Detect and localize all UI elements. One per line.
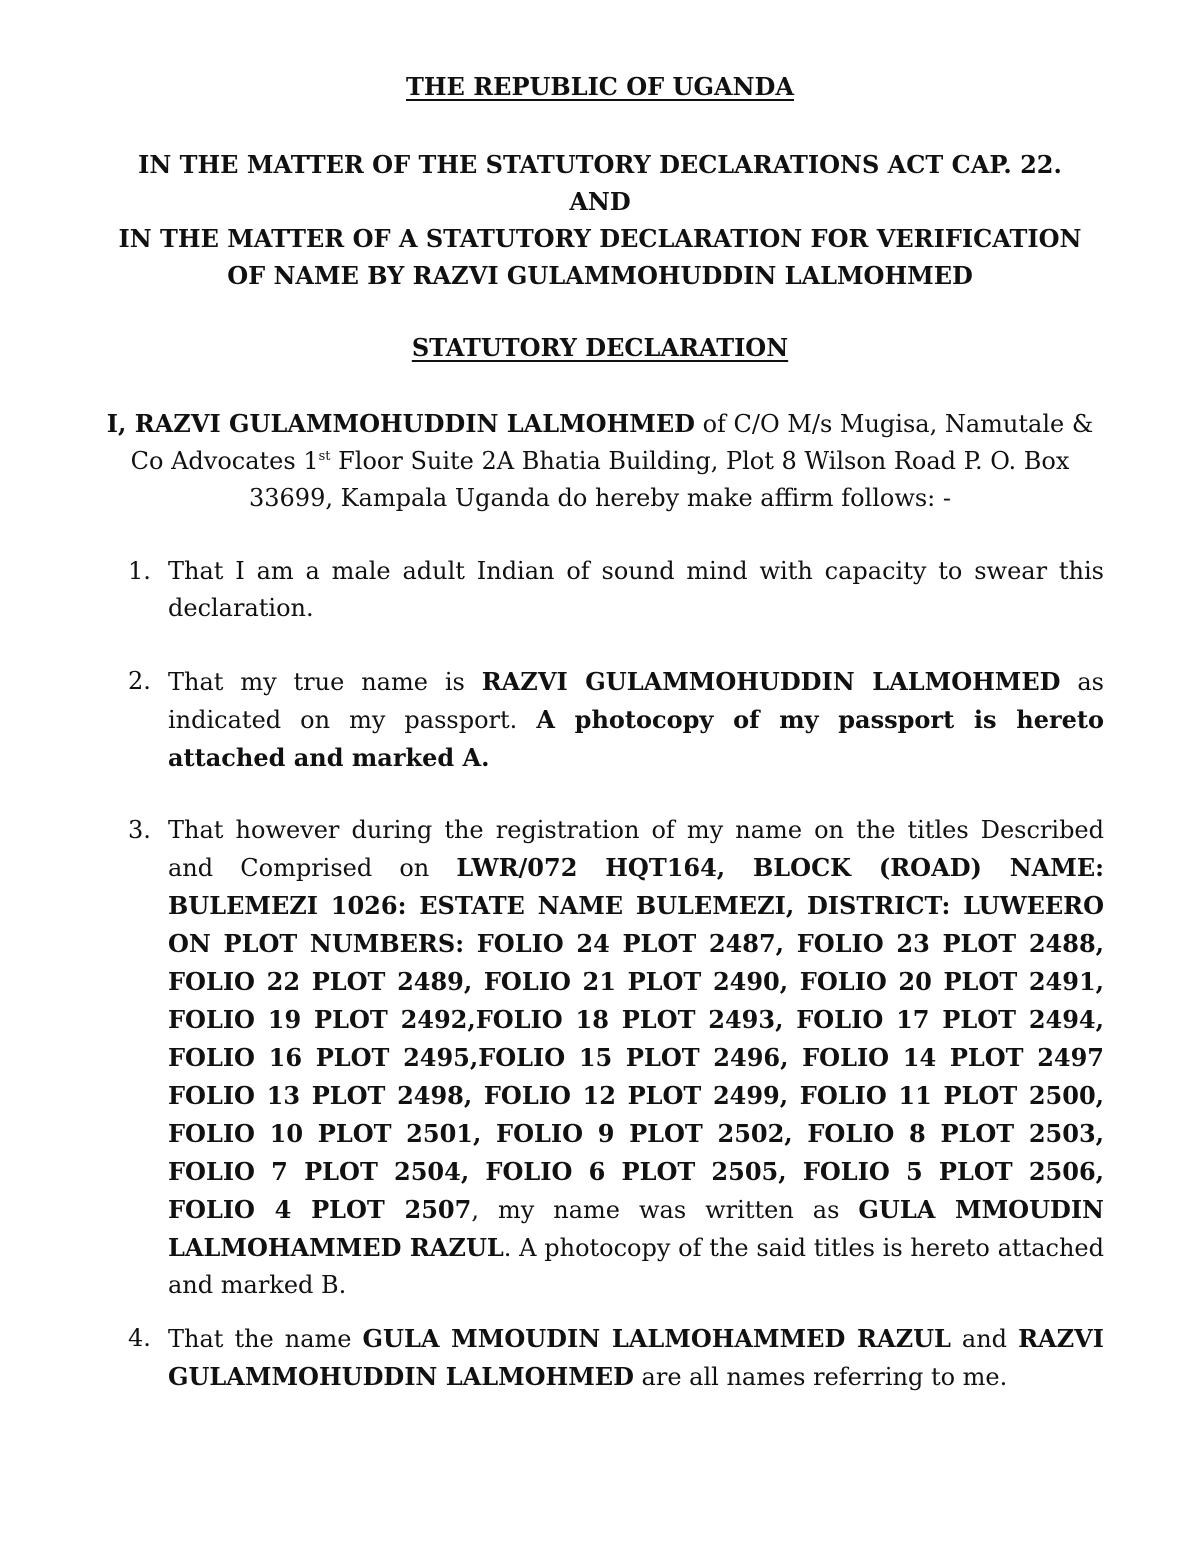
list-item [128, 553, 1104, 627]
item-4-mid: and [950, 1325, 1019, 1353]
item-text [168, 553, 1104, 627]
item-2-attachment-note: A photocopy of my passport is hereto attached and marked A. [168, 705, 1105, 772]
item-3-name: GULA MMOUDIN LALMOHAMMED RAZUL [168, 1195, 1104, 1262]
item-4-pre: That the name [168, 1325, 363, 1353]
intro-text-a: of C/O M/s Mugisa, Namutale & Co Advocates 1 [130, 410, 1094, 475]
matter-line-3: OF NAME BY RAZVI GULAMMOHUDDIN LALMOHMED [227, 261, 973, 290]
item-text [168, 1320, 1104, 1396]
item-3-plot-list: LWR/072 HQT164, BLOCK (ROAD) NAME: BULEMEZI 1026: ESTATE NAME BULEMEZI, DISTRICT: LUWEERO ON PLOT NUMBERS: FOLIO 24 PLOT 2487, FOLIO 23 PLOT 2488, FOLIO 22 PLOT 2489, FOLIO 21 PLOT 2490, FOLIO 20 PLOT 2491, FOLIO 19 PLOT 2492,FOLIO 18 PLOT 2493, FOLIO 17 PLOT 2494, FOLIO 16 PLOT 2495,FOLIO 15 PLOT 2496, FOLIO 14 PLOT 2497 FOLIO 13 PLOT 2498, FOLIO 12 PLOT 2499, FOLIO 11 PLOT 2500, FOLIO 10 PLOT 2501, FOLIO 9 PLOT 2502, FOLIO 8 PLOT 2503, FOLIO 7 PLOT 2504, FOLIO 6 PLOT 2505, FOLIO 5 PLOT 2506, FOLIO 4 PLOT 2507 [168, 853, 1105, 1224]
matter-line-1: IN THE MATTER OF THE STATUTORY DECLARATIONS ACT CAP. 22. [138, 150, 1062, 179]
item-number: 3. [128, 816, 151, 844]
item-text [168, 663, 1104, 777]
item-text [168, 812, 1104, 1304]
matter-heading [90, 146, 1110, 294]
list-item [128, 812, 1104, 1304]
item-3-pre: That however during the registration of my name on the titles Described and Comprised on [168, 816, 1104, 882]
item-2-mid: as indicated on my passport. [168, 668, 1104, 734]
item-1-text: That I am a male adult Indian of sound mind with capacity to swear this declaration. [168, 557, 1104, 622]
declarant-name: I, RAZVI GULAMMOHUDDIN LALMOHMED [106, 409, 695, 438]
item-2-name: RAZVI GULAMMOHUDDIN LALMOHMED [481, 667, 1061, 696]
intro-text-b: Floor Suite 2A Bhatia Building, Plot 8 Wilson Road P. O. Box 33699, Kampala Uganda do hereby make affirm follows: - [248, 447, 1070, 512]
list-item [128, 1320, 1104, 1396]
intro-paragraph [98, 405, 1102, 517]
republic-heading: THE REPUBLIC OF UGANDA [406, 72, 794, 101]
floor-ordinal: st [318, 449, 331, 464]
item-number: 4. [128, 1324, 151, 1352]
item-number: 2. [128, 667, 151, 695]
list-item [128, 663, 1104, 777]
declaration-title: STATUTORY DECLARATION [411, 333, 789, 362]
item-3-mid: , my name was written as [471, 1196, 859, 1224]
item-4-name-1: GULA MMOUDIN LALMOHAMMED RAZUL [362, 1324, 951, 1353]
item-number: 1. [128, 557, 151, 585]
matter-and: AND [569, 187, 631, 216]
item-4-tail: are all names referring to me. [633, 1363, 1008, 1391]
item-4-name-2: RAZVI GULAMMOHUDDIN LALMOHMED [168, 1324, 1104, 1391]
item-2-pre: That my true name is [168, 668, 482, 696]
item-3-tail: . A photocopy of the said titles is hereto attached and marked B. [168, 1234, 1104, 1299]
matter-line-2: IN THE MATTER OF A STATUTORY DECLARATION FOR VERIFICATION [118, 224, 1082, 253]
